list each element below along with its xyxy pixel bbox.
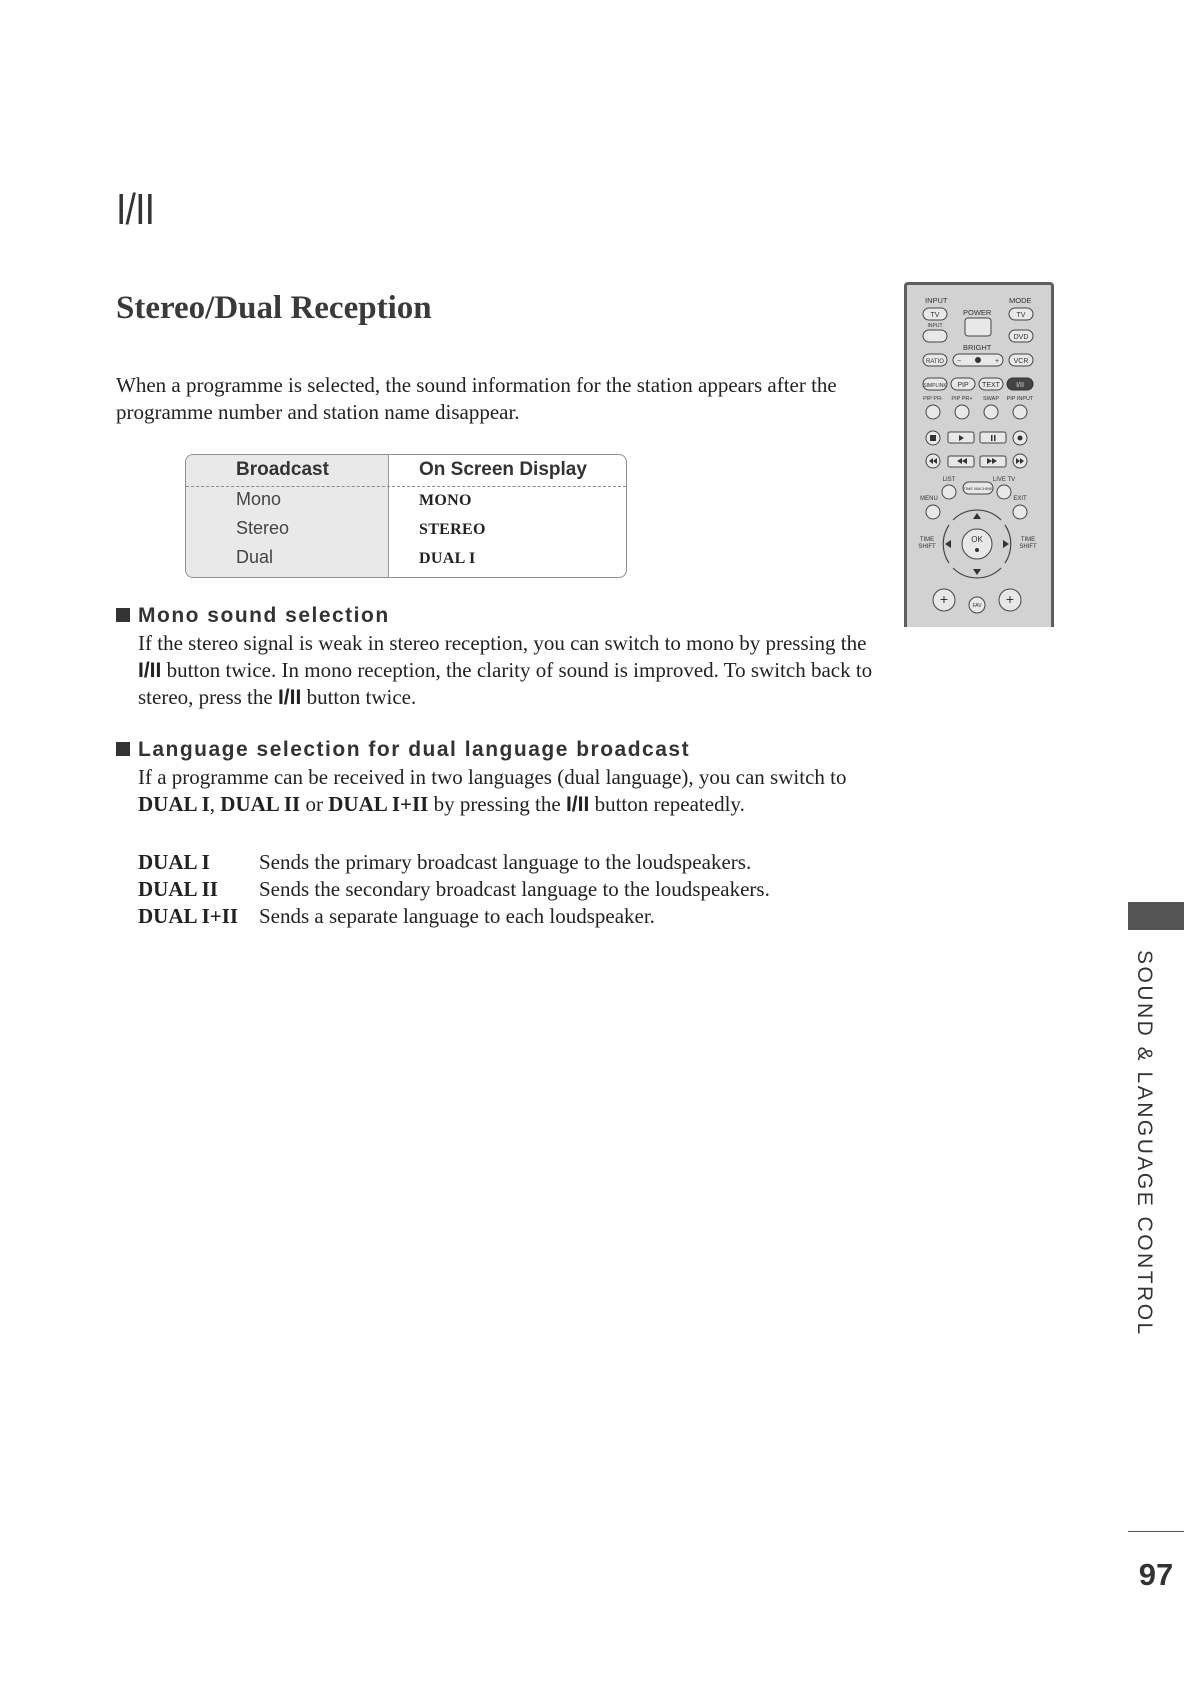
remote-exit-button	[1013, 505, 1027, 519]
osd-table	[185, 454, 627, 578]
remote-ok-button	[962, 529, 992, 559]
arrow-down-icon	[973, 569, 981, 575]
section-heading: Stereo/Dual Reception	[116, 290, 432, 326]
remote-label-time-right: TIME	[1020, 537, 1036, 543]
remote-live-tv-button	[997, 485, 1011, 499]
remote-label-plus: +	[994, 358, 1000, 365]
remote-label-ok: OK	[971, 535, 983, 544]
remote-label-swap: SWAP	[983, 396, 999, 402]
remote-label-bright: BRIGHT	[963, 343, 992, 352]
chapter-side-label: SOUND & LANGUAGE CONTROL	[1133, 950, 1156, 1337]
remote-pause-button	[980, 432, 1006, 443]
remote-label-fav: FAV	[972, 603, 982, 609]
pause-icon	[991, 435, 993, 441]
remote-label-text: TEXT	[982, 382, 1000, 389]
remote-control-drawing	[907, 285, 1051, 627]
intro-paragraph: When a programme is selected, the sound information for the station appears after the programme number and station name disappear.	[116, 373, 837, 424]
square-bullet-icon	[116, 608, 130, 622]
remote-label-input-small: INPUT	[927, 323, 943, 329]
page-number: 97	[1138, 1557, 1174, 1592]
remote-label-i-ii: I/II	[1016, 382, 1024, 389]
remote-label-mode: MODE	[1009, 296, 1032, 305]
remote-pip-pr-minus-button	[926, 405, 940, 419]
record-icon	[1018, 436, 1023, 441]
stop-icon	[930, 435, 936, 441]
mono-section-title: Mono sound selection	[116, 604, 390, 628]
dual-list-item: DUAL I+II Sends a separate language to each loudspeaker.	[138, 904, 655, 928]
remote-label-ratio: RATIO	[926, 359, 944, 365]
remote-swap-button	[984, 405, 998, 419]
remote-label-pip-input: PIP INPUT	[1006, 396, 1034, 402]
remote-label-menu: MENU	[920, 496, 938, 502]
table-header-divider	[186, 486, 626, 487]
remote-label-power: POWER	[963, 308, 992, 317]
table-cell-broadcast: Stereo	[236, 518, 290, 538]
table-cell-broadcast: Dual	[236, 547, 274, 567]
remote-pip-pr-plus-button	[955, 405, 969, 419]
remote-label-minus: −	[956, 358, 962, 365]
remote-label-dvd: DVD	[1013, 334, 1029, 341]
bright-icon	[975, 357, 981, 363]
mono-section-paragraph: If the stereo signal is weak in stereo reception, you can switch to mono by pressing the I/II button twice. In mono reception, the clarity of sound is improved. To switch back to stereo, press the I/II button twice.	[138, 631, 873, 709]
language-section-paragraph: If a programme can be received in two languages (dual language), you can switch to DUAL I, DUAL II or DUAL I+II by pressing the I/II button repeatedly.	[138, 765, 847, 816]
table-cell-osd: STEREO	[419, 521, 486, 538]
page-title: I/II	[116, 185, 155, 234]
remote-control-illustration	[904, 282, 1054, 627]
arrow-right-icon	[1003, 540, 1009, 548]
table-header-broadcast: Broadcast	[236, 459, 329, 480]
language-section-title: Language selection for dual language broadcast	[116, 738, 690, 762]
remote-label-time-machine: TIME MACHINE	[963, 486, 993, 491]
remote-label-input: INPUT	[925, 296, 948, 305]
remote-label-time-left: TIME	[919, 537, 935, 543]
chapter-tab-marker	[1128, 902, 1184, 930]
page-number-rule	[1128, 1531, 1184, 1532]
remote-pip-input-button	[1013, 405, 1027, 419]
remote-label-vol-plus: +	[939, 591, 949, 607]
remote-label-exit: EXIT	[1013, 496, 1027, 502]
remote-label-pip: PIP	[957, 382, 969, 389]
table-header-osd: On Screen Display	[419, 459, 587, 480]
remote-label-pr-plus: +	[1005, 591, 1015, 607]
table-cell-broadcast: Mono	[236, 489, 282, 509]
remote-power-button	[965, 318, 991, 336]
remote-input-button	[923, 330, 947, 342]
arrow-up-icon	[973, 513, 981, 519]
table-cell-osd: MONO	[419, 492, 472, 509]
dual-list-item: DUAL I Sends the primary broadcast language to the loudspeakers.	[138, 850, 752, 874]
remote-label-list: LIST	[942, 477, 956, 483]
remote-label-pip-pr-plus: PIP PR+	[951, 396, 973, 402]
remote-label-shift-left: SHIFT	[918, 544, 936, 550]
remote-label-mode-tv: TV	[1016, 312, 1026, 319]
remote-label-shift-right: SHIFT	[1019, 544, 1037, 550]
remote-menu-button	[926, 505, 940, 519]
square-bullet-icon	[116, 742, 130, 756]
remote-label-simplink: SIMPLINK	[923, 383, 947, 389]
remote-list-button	[942, 485, 956, 499]
arrow-left-icon	[945, 540, 951, 548]
remote-label-tv: TV	[930, 312, 940, 319]
table-cell-osd: DUAL I	[419, 550, 476, 567]
ok-dot-icon	[975, 548, 979, 552]
remote-label-vcr: VCR	[1013, 358, 1029, 365]
remote-label-pip-pr-minus: PIP PR-	[923, 396, 943, 402]
remote-label-live-tv: LIVE TV	[992, 477, 1016, 483]
dual-list-item: DUAL II Sends the secondary broadcast language to the loudspeakers.	[138, 877, 770, 901]
